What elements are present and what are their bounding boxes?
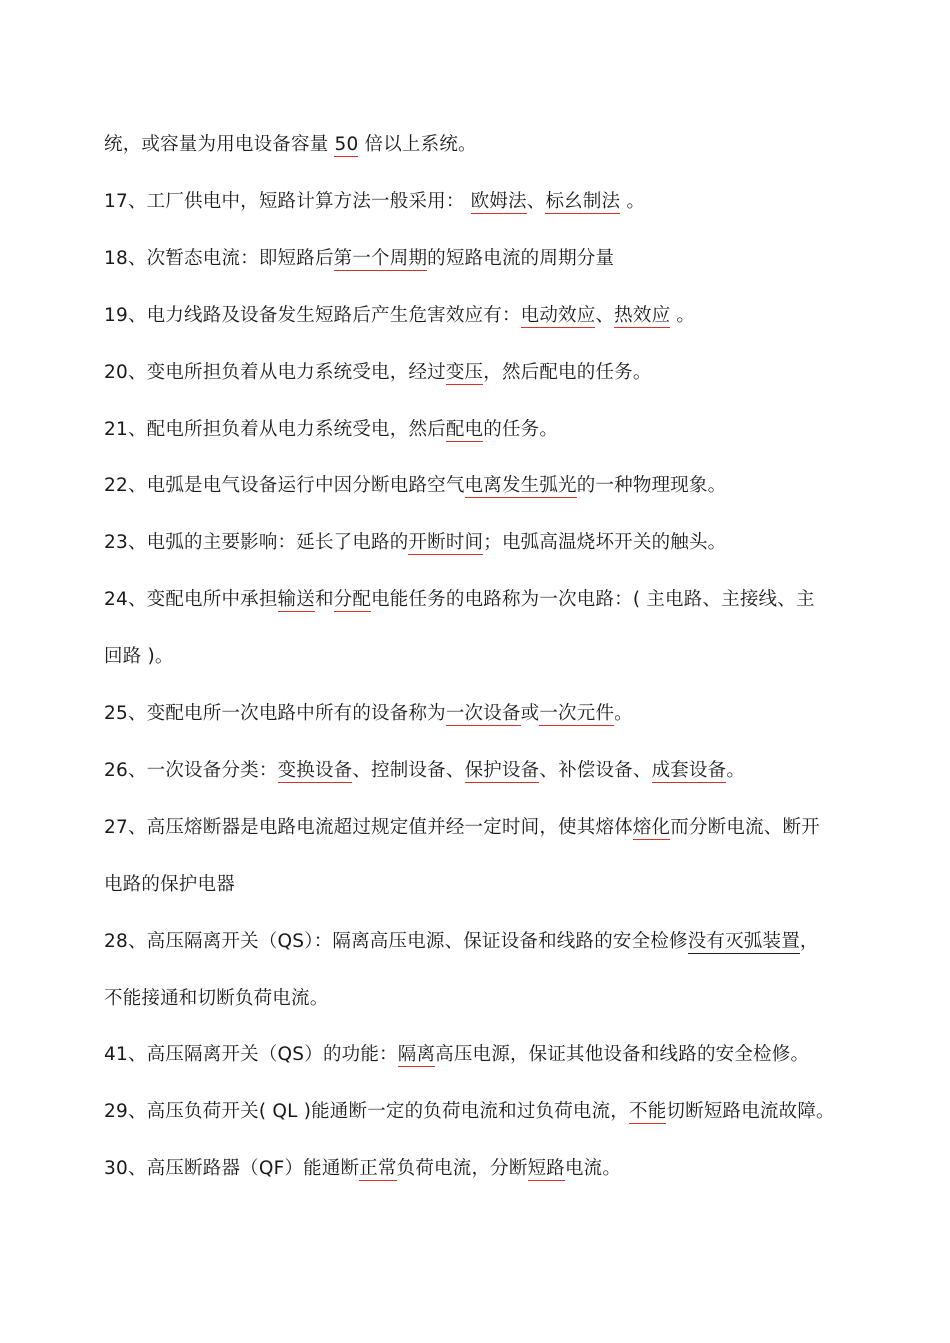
text-line <box>104 132 844 158</box>
text-segment: 25、变配电所一次电路中所有的设备称为 <box>104 703 446 724</box>
underlined-answer: 熔化 <box>632 816 671 838</box>
underlined-answer: 电离发生弧光 <box>464 475 577 497</box>
text-segment: 切断短路电流故障。 <box>666 1101 835 1123</box>
text-segment: 28、高压隔离开关（QS）：隔离高压电源、保证设备和线路的安全检修 <box>104 930 688 952</box>
text-segment: 29、高压负荷开关( QL )能通断一定的负荷电流和过负荷电流， <box>104 1101 630 1123</box>
text-segment: 。 <box>726 759 746 781</box>
text-segment: 22、电弧是电气设备运行中因分断电路空气 <box>104 475 465 497</box>
underlined-answer: 正常 <box>359 1158 397 1180</box>
text-line <box>104 246 844 272</box>
underlined-answer: 没有灭弧装置 <box>687 930 800 952</box>
text-line <box>104 189 844 215</box>
text-segment: 、补偿设备、 <box>539 759 652 781</box>
text-segment: 19、电力线路及设备发生短路后产生危害效应有： <box>104 304 521 326</box>
underlined-answer: 分配 <box>333 589 372 611</box>
underlined-answer: 第一个周期 <box>333 247 428 269</box>
text-segment: ；电弧高温烧坏开关的触头。 <box>483 532 727 554</box>
text-segment: 17、工厂供电中，短路计算方法一般采用： <box>104 190 471 212</box>
text-segment: 高压电源，保证其他设备和线路的安全检修。 <box>435 1044 810 1066</box>
text-segment: 21、配电所担负着从电力系统受电，然后 <box>104 418 446 440</box>
underlined-answer: 一次设备 <box>445 703 521 724</box>
underlined-answer: 短路 <box>527 1158 565 1180</box>
text-segment: 41、高压隔离开关（QS）的功能： <box>104 1044 398 1066</box>
text-line <box>104 417 844 443</box>
underlined-answer: 不能 <box>629 1101 667 1123</box>
text-line <box>104 815 844 841</box>
text-line <box>104 303 844 329</box>
text-segment: 不能接通和切断负荷电流。 <box>104 987 329 1009</box>
underlined-answer: 开断时间 <box>408 532 484 554</box>
text-segment: 电路的保护电器 <box>104 873 235 895</box>
underlined-answer: 隔离 <box>397 1044 436 1066</box>
text-segment: 回路 )。 <box>104 646 174 668</box>
text-line <box>104 644 844 670</box>
text-segment: 20、变电所担负着从电力系统受电，经过 <box>104 361 446 383</box>
text-line <box>104 587 844 613</box>
underlined-answer: 电动效应 <box>520 304 596 326</box>
text-segment: 统，或容量为用电设备容量 <box>104 134 335 155</box>
underlined-answer: 热效应 <box>614 304 671 326</box>
text-line <box>104 1156 844 1182</box>
text-line <box>104 473 844 499</box>
text-segment: 倍以上系统。 <box>358 134 477 155</box>
underlined-answer: 变压 <box>445 361 484 383</box>
text-segment: 。 <box>614 703 633 724</box>
text-segment: 电能任务的电路称为一次电路：( 主电路、主接线、主 <box>371 589 815 611</box>
underlined-answer: 一次元件 <box>539 703 615 724</box>
underlined-answer: 成套设备 <box>651 759 727 781</box>
text-segment: 27、高压熔断器是电路电流超过规定值并经一定时间，使其熔体 <box>104 816 633 838</box>
text-segment: ，然后配电的任务。 <box>483 361 652 383</box>
text-line <box>104 929 844 955</box>
underlined-answer: 标幺制法 <box>545 190 621 212</box>
text-line <box>104 758 844 784</box>
text-line <box>104 530 844 556</box>
underlined-answer: 保护设备 <box>464 759 540 781</box>
text-segment: 和 <box>314 589 334 611</box>
text-segment: 。 <box>620 190 646 212</box>
text-segment: 而分断电流、断开 <box>670 816 820 838</box>
text-line <box>104 701 844 727</box>
text-line <box>104 360 844 386</box>
text-segment: 负荷电流，分断 <box>396 1158 528 1180</box>
text-segment: 。 <box>670 304 696 326</box>
text-line <box>104 1042 844 1068</box>
underlined-answer: 配电 <box>445 418 484 440</box>
text-segment: 30、高压断路器（QF）能通断 <box>104 1158 360 1180</box>
underlined-answer: 变换设备 <box>277 759 353 781</box>
underlined-answer: 欧姆法 <box>470 190 527 212</box>
text-segment: 18、次暂态电流：即短路后 <box>104 247 334 269</box>
text-segment: ， <box>799 930 819 952</box>
text-segment: 、控制设备、 <box>352 759 465 781</box>
text-segment: 的任务。 <box>483 418 559 440</box>
text-segment: 23、电弧的主要影响：延长了电路的 <box>104 532 409 554</box>
underlined-answer: 50 <box>334 134 359 155</box>
text-segment: 、 <box>595 304 615 326</box>
text-segment: 26、一次设备分类： <box>104 759 278 781</box>
text-segment: 电流。 <box>564 1158 622 1180</box>
text-line <box>104 872 844 898</box>
text-segment: 24、变配电所中承担 <box>104 589 278 611</box>
text-segment: 的一种物理现象。 <box>576 475 727 497</box>
underlined-answer: 输送 <box>277 589 315 611</box>
text-line <box>104 986 844 1012</box>
text-line <box>104 1099 844 1125</box>
text-segment: 的短路电流的周期分量 <box>427 247 615 269</box>
text-segment: 、 <box>526 190 546 212</box>
text-segment: 或 <box>520 703 540 724</box>
